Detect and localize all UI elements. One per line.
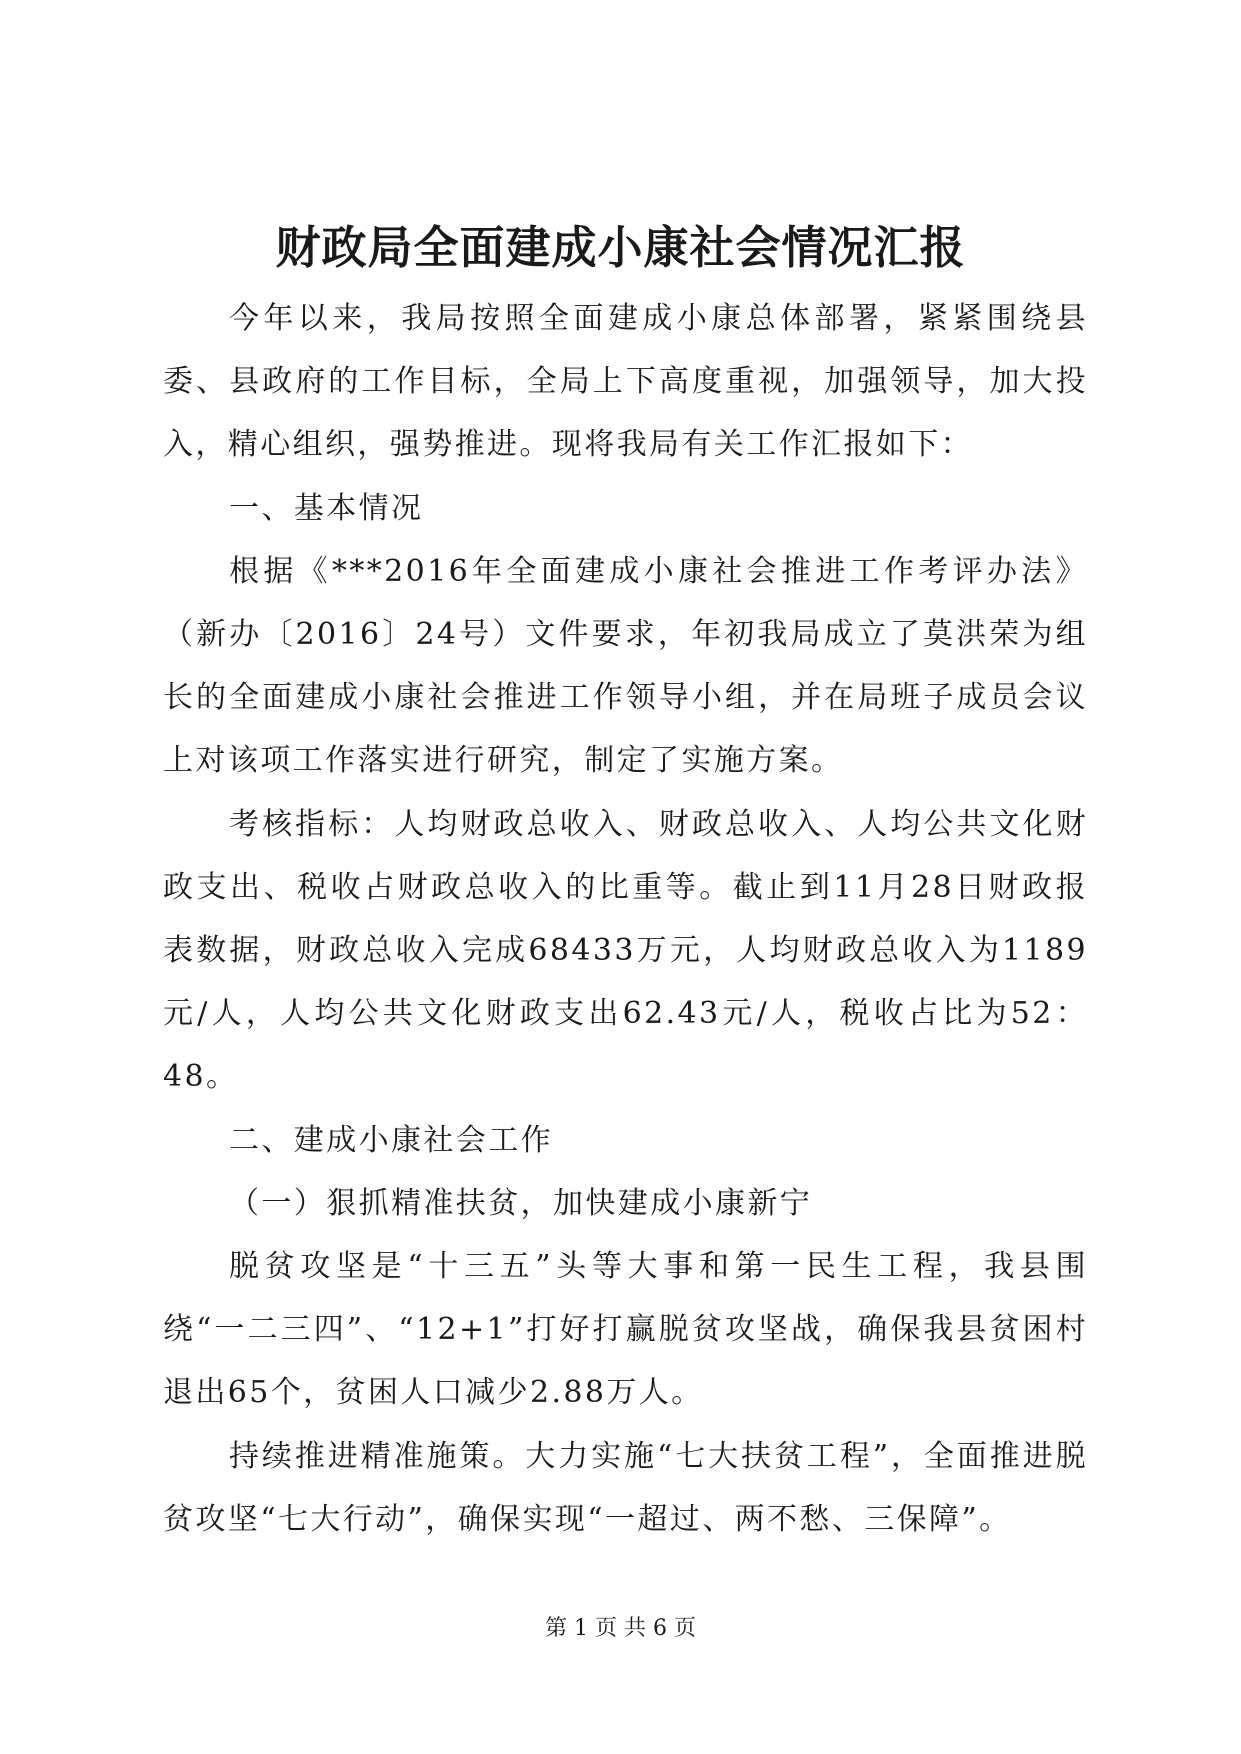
paragraph-indicators: 考核指标：人均财政总收入、财政总收入、人均公共文化财政支出、税收占财政总收入的比重等。截止到11月28日财政报表数据，财政总收入完成68433万元，人均财政总收入为1189元/人，人均公共文化财政支出62.43元/人，税收占比为52：48。: [163, 806, 1088, 1095]
paragraph-measures: 持续推进精准施策。大力实施“七大扶贫工程”，全面推进脱贫攻坚“七大行动”，确保实现“一超过、两不愁、三保障”。: [163, 1438, 1088, 1537]
document-title: 财政局全面建成小康社会情况汇报: [275, 221, 966, 274]
paragraph-poverty: 脱贫攻坚是“十三五”头等大事和第一民生工程，我县围绕“一二三四”、“12+1”打好打赢脱贫攻坚战，确保我县贫困村退出65个，贫困人口减少2.88万人。: [163, 1249, 1088, 1411]
page-footer: 第 1 页 共 6 页: [545, 1616, 696, 1641]
section-heading-basic-situation: 一、基本情况: [229, 490, 424, 526]
paragraph-intro: 今年以来，我局按照全面建成小康总体部署，紧紧围绕县委、县政府的工作目标，全局上下高度重视，加强领导，加大投入，精心组织，强势推进。现将我局有关工作汇报如下：: [163, 301, 1088, 463]
paragraph-basis: 根据《***2016年全面建成小康社会推进工作考评办法》（新办〔2016〕24号）文件要求，年初我局成立了莫洪荣为组长的全面建成小康社会推进工作领导小组，并在局班子成员会议上对该项工作落实进行研究，制定了实施方案。: [163, 553, 1088, 779]
document-body: [163, 287, 1088, 1551]
subsection-heading-poverty: （一）狠抓精准扶贫，加快建成小康新宁: [229, 1185, 813, 1221]
section-heading-work: 二、建成小康社会工作: [229, 1122, 553, 1158]
